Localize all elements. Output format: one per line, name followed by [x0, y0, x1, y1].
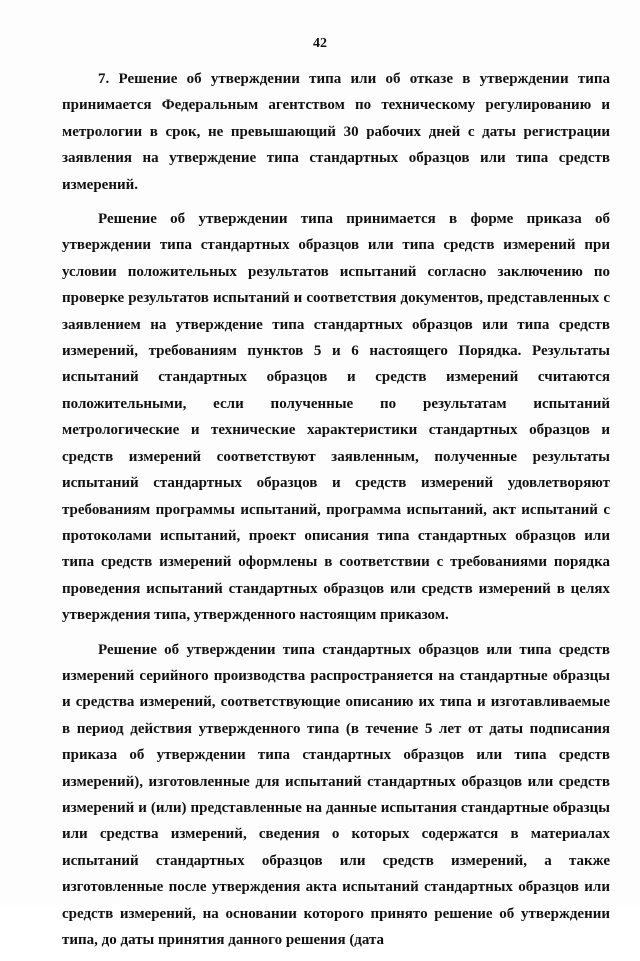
document-body	[62, 66, 610, 961]
paragraph-1: 7. Решение об утверждении типа или об отказе в утверждении типа принимается Федеральным агентством по техническому регулированию и метрологии в срок, не превышающий 30 рабочих дней с даты регистрации заявления на утверждение типа стандартных образцов или типа средств измерений.	[62, 71, 610, 193]
page-number: 42	[313, 36, 327, 51]
paragraph-3: Решение об утверждении типа стандартных образцов или типа средств измерений серийного производства распространяется на стандартные образцы и средства измерений, соответствующие описанию их типа и изготавливаемые в период действия утвержденного типа (в течение 5 лет от даты подписания приказа об утверждении типа стандартных образцов или типа средств измерений), изготовленные для испытаний стандартных образцов или средств измерений и (или) представленные на данные испытания стандартные образцы или средства измерений, сведения о которых содержатся в материалах испытаний стандартных образцов или средств измерений, а также изготовленные после утверждения акта испытаний стандартных образцов или средств измерений, на основании которого принято решение об утверждении типа, до даты принятия данного решения (дата	[62, 641, 610, 948]
paragraph-2: Решение об утверждении типа принимается в форме приказа об утверждении типа стандартных образцов или типа средств измерений при условии положительных результатов испытаний согласно заключению по проверке результатов испытаний и соответствия документов, представленных с заявлением на утверждение типа стандартных образцов или типа средств измерений, требованиям пунктов 5 и 6 настоящего Порядка. Результаты испытаний стандартных образцов и средств измерений считаются положительными, если полученные по результатам испытаний метрологические и технические характеристики стандартных образцов и средств измерений соответствуют заявленным, полученные результаты испытаний стандартных образцов и средств измерений удовлетворяют требованиям программы испытаний, программа испытаний, акт испытаний с протоколами испытаний, проект описания типа стандартных образцов или типа средств измерений оформлены в соответствии с требованиями порядка проведения испытаний стандартных образцов или средств измерений в целях утверждения типа, утвержденного настоящим приказом.	[62, 211, 610, 624]
